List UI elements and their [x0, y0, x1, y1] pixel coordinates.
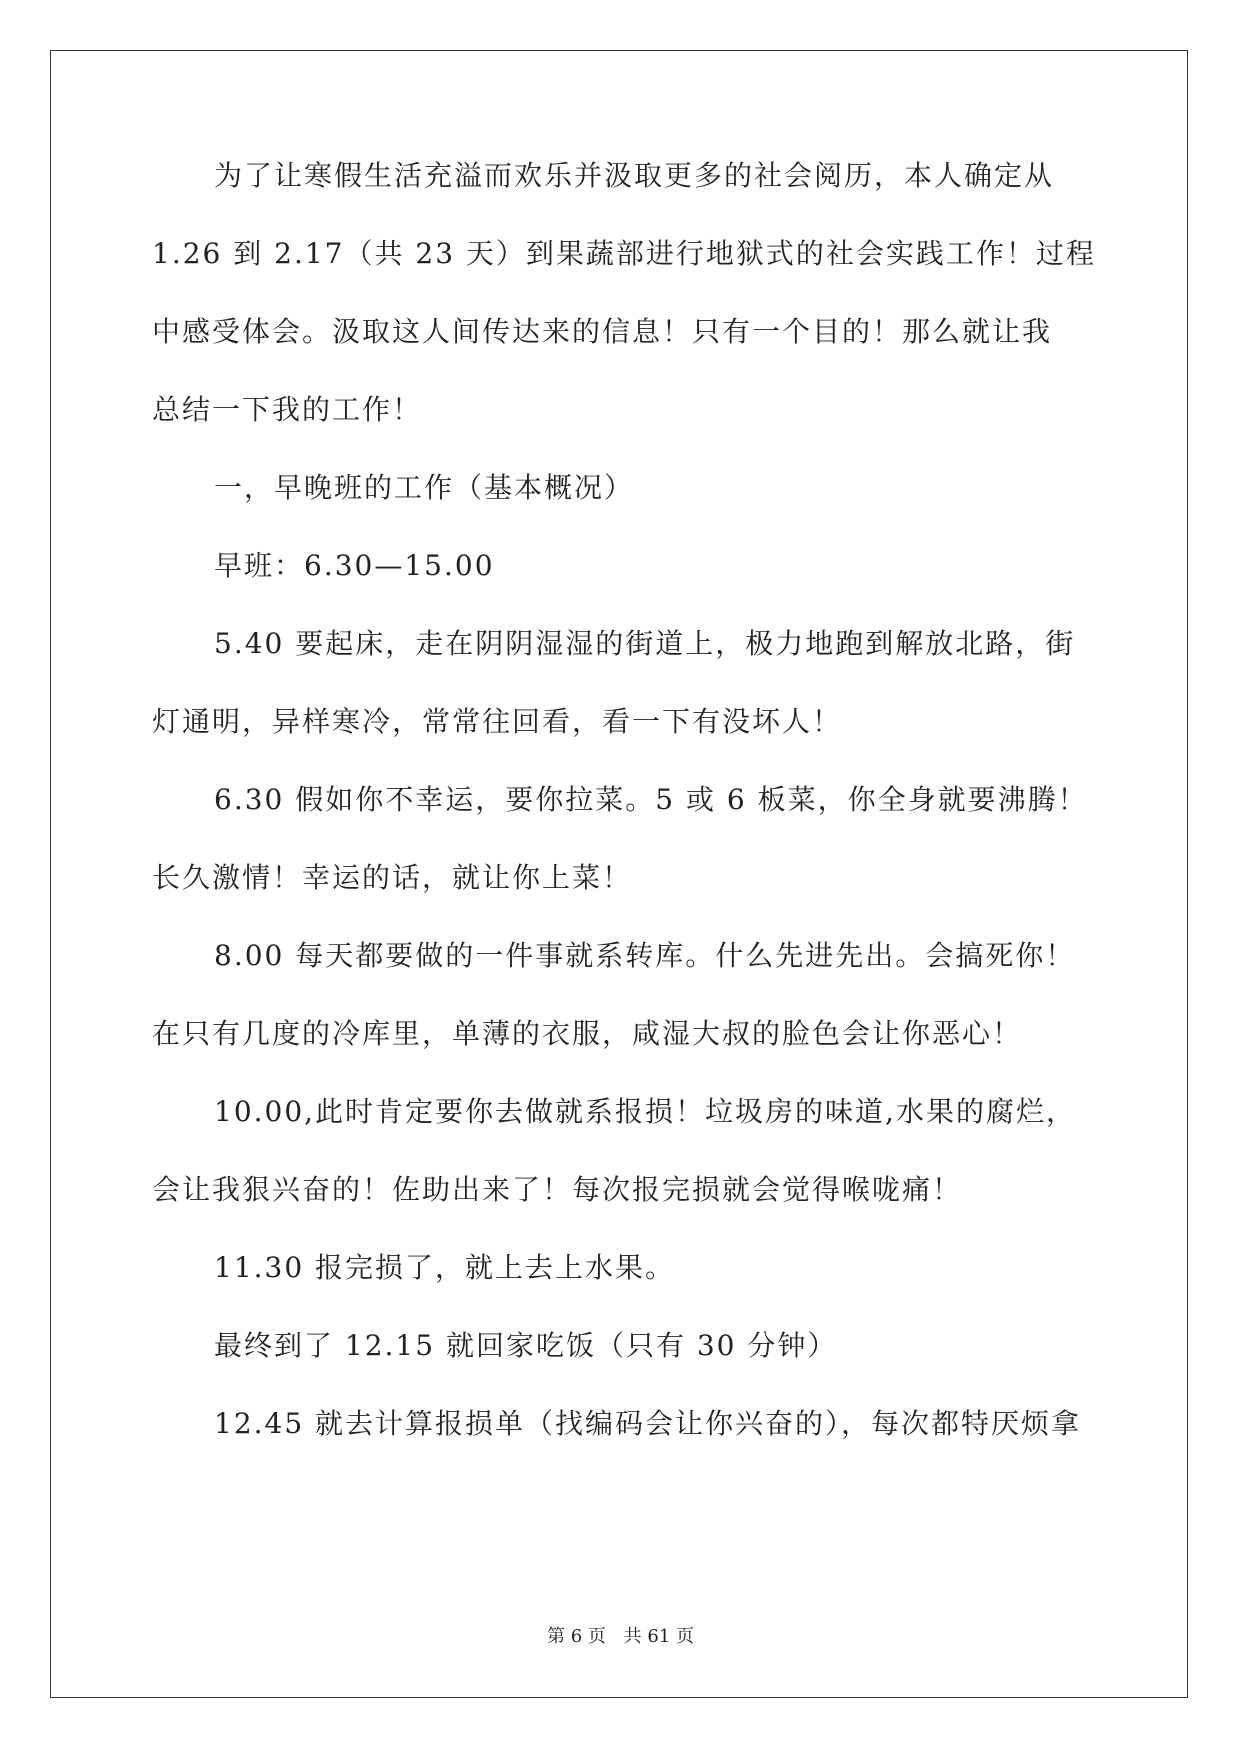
paragraph-line: 最终到了 12.15 就回家吃饭（只有 30 分钟） — [214, 1329, 838, 1362]
paragraph-line: 为了让寒假生活充溢而欢乐并汲取更多的社会阅历，本人确定从 — [214, 159, 1055, 192]
page-total: 共 61 页 — [623, 1626, 694, 1647]
paragraph-line: 8.00 每天都要做的一件事就系转库。什么先进先出。会搞死你！ — [214, 939, 1076, 972]
section-heading: 一，早晚班的工作（基本概况） — [214, 471, 635, 504]
paragraph-line: 会让我狠兴奋的！佐助出来了！每次报完损就会觉得喉咙痛！ — [152, 1173, 963, 1206]
paragraph-line: 总结一下我的工作！ — [152, 393, 423, 426]
paragraph-line: 1.26 到 2.17（共 23 天）到果蔬部进行地狱式的社会实践工作！过程 — [152, 237, 1096, 270]
paragraph-line: 12.45 就去计算报损单（找编码会让你兴奋的），每次都特厌烦拿 — [214, 1407, 1082, 1440]
paragraph-line: 长久激情！幸运的话，就让你上菜！ — [152, 861, 633, 894]
paragraph-line: 灯通明，异样寒冷，常常往回看，看一下有没坏人！ — [152, 705, 843, 738]
document-body — [152, 159, 1096, 1488]
paragraph-line: 早班：6.30—15.00 — [214, 549, 495, 582]
page-footer — [0, 1622, 1241, 1648]
paragraph-line: 5.40 要起床，走在阴阴湿湿的街道上，极力地跑到解放北路，街 — [214, 627, 1076, 660]
paragraph-line: 10.00,此时肯定要你去做就系报损！垃圾房的味道,水果的腐烂， — [214, 1095, 1076, 1128]
paragraph-line: 11.30 报完损了，就上去上水果。 — [214, 1251, 676, 1284]
paragraph-line: 6.30 假如你不幸运，要你拉菜。5 或 6 板菜，你全身就要沸腾！ — [214, 783, 1088, 816]
page-number: 第 6 页 — [547, 1626, 606, 1647]
paragraph-line: 中感受体会。汲取这人间传达来的信息！只有一个目的！那么就让我 — [152, 315, 1053, 348]
paragraph-line: 在只有几度的冷库里，单薄的衣服，咸湿大叔的脸色会让你恶心！ — [152, 1017, 1023, 1050]
